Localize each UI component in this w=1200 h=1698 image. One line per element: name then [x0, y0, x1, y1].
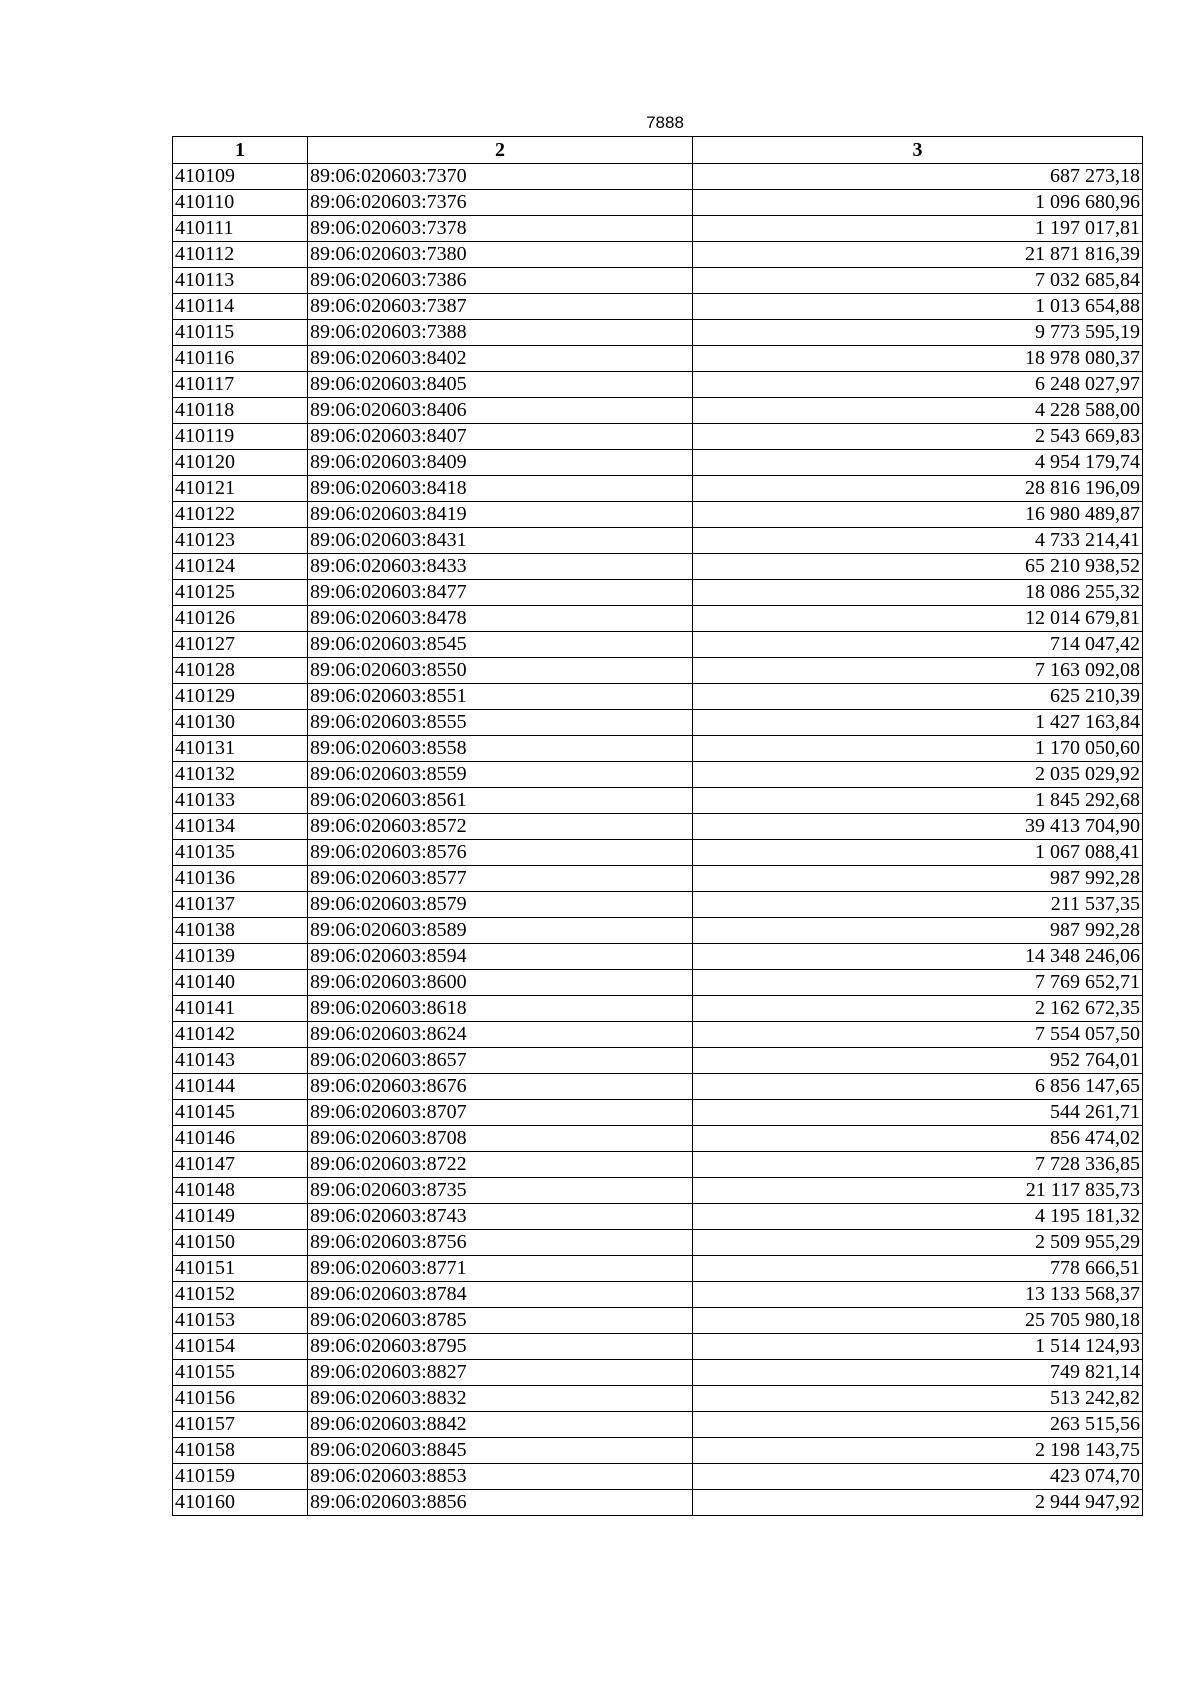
value-cell: 1 170 050,60 — [693, 736, 1143, 762]
cadastral-number-cell: 89:06:020603:8419 — [308, 502, 693, 528]
table-row — [173, 918, 1143, 944]
value-cell: 12 014 679,81 — [693, 606, 1143, 632]
cadastral-number-cell: 89:06:020603:8657 — [308, 1048, 693, 1074]
value-cell: 6 856 147,65 — [693, 1074, 1143, 1100]
cadastral-number-cell: 89:06:020603:7388 — [308, 320, 693, 346]
cadastral-number-cell: 89:06:020603:8771 — [308, 1256, 693, 1282]
value-cell: 1 845 292,68 — [693, 788, 1143, 814]
row-number-cell: 410146 — [173, 1126, 308, 1152]
value-cell: 6 248 027,97 — [693, 372, 1143, 398]
table-row — [173, 216, 1143, 242]
table-row — [173, 1100, 1143, 1126]
table-row — [173, 164, 1143, 190]
row-number-cell: 410139 — [173, 944, 308, 970]
table-row — [173, 944, 1143, 970]
table-row — [173, 476, 1143, 502]
cadastral-number-cell: 89:06:020603:8785 — [308, 1308, 693, 1334]
table-row — [173, 450, 1143, 476]
row-number-cell: 410157 — [173, 1412, 308, 1438]
row-number-cell: 410130 — [173, 710, 308, 736]
value-cell: 14 348 246,06 — [693, 944, 1143, 970]
cadastral-number-cell: 89:06:020603:8431 — [308, 528, 693, 554]
row-number-cell: 410127 — [173, 632, 308, 658]
value-cell: 1 013 654,88 — [693, 294, 1143, 320]
value-cell: 7 769 652,71 — [693, 970, 1143, 996]
cadastral-number-cell: 89:06:020603:8722 — [308, 1152, 693, 1178]
row-number-cell: 410125 — [173, 580, 308, 606]
table-row — [173, 996, 1143, 1022]
cadastral-number-cell: 89:06:020603:7370 — [308, 164, 693, 190]
table-row — [173, 1256, 1143, 1282]
value-cell: 987 992,28 — [693, 866, 1143, 892]
table-row — [173, 892, 1143, 918]
cadastral-number-cell: 89:06:020603:8600 — [308, 970, 693, 996]
cadastral-number-cell: 89:06:020603:7378 — [308, 216, 693, 242]
cadastral-number-cell: 89:06:020603:7386 — [308, 268, 693, 294]
value-cell: 21 871 816,39 — [693, 242, 1143, 268]
row-number-cell: 410114 — [173, 294, 308, 320]
cadastral-number-cell: 89:06:020603:8551 — [308, 684, 693, 710]
table-row — [173, 554, 1143, 580]
row-number-cell: 410154 — [173, 1334, 308, 1360]
table-row — [173, 1178, 1143, 1204]
cadastral-number-cell: 89:06:020603:8784 — [308, 1282, 693, 1308]
cadastral-number-cell: 89:06:020603:8407 — [308, 424, 693, 450]
cadastral-number-cell: 89:06:020603:8743 — [308, 1204, 693, 1230]
table-row — [173, 268, 1143, 294]
table-row — [173, 1412, 1143, 1438]
value-cell: 4 954 179,74 — [693, 450, 1143, 476]
value-cell: 1 096 680,96 — [693, 190, 1143, 216]
table-row — [173, 294, 1143, 320]
value-cell: 1 427 163,84 — [693, 710, 1143, 736]
cadastral-number-cell: 89:06:020603:7380 — [308, 242, 693, 268]
table-row — [173, 1386, 1143, 1412]
table-row — [173, 788, 1143, 814]
row-number-cell: 410131 — [173, 736, 308, 762]
cadastral-number-cell: 89:06:020603:8418 — [308, 476, 693, 502]
table-row — [173, 632, 1143, 658]
cadastral-number-cell: 89:06:020603:8845 — [308, 1438, 693, 1464]
cadastral-number-cell: 89:06:020603:8827 — [308, 1360, 693, 1386]
value-cell: 687 273,18 — [693, 164, 1143, 190]
value-cell: 211 537,35 — [693, 892, 1143, 918]
value-cell: 18 978 080,37 — [693, 346, 1143, 372]
cadastral-number-cell: 89:06:020603:8561 — [308, 788, 693, 814]
table-row — [173, 970, 1143, 996]
value-cell: 423 074,70 — [693, 1464, 1143, 1490]
value-cell: 13 133 568,37 — [693, 1282, 1143, 1308]
row-number-cell: 410150 — [173, 1230, 308, 1256]
cadastral-number-cell: 89:06:020603:8559 — [308, 762, 693, 788]
cadastral-number-cell: 89:06:020603:8402 — [308, 346, 693, 372]
row-number-cell: 410158 — [173, 1438, 308, 1464]
table-row — [173, 502, 1143, 528]
row-number-cell: 410141 — [173, 996, 308, 1022]
cadastral-number-cell: 89:06:020603:8577 — [308, 866, 693, 892]
value-cell: 778 666,51 — [693, 1256, 1143, 1282]
cadastral-number-cell: 89:06:020603:8558 — [308, 736, 693, 762]
table-row — [173, 1308, 1143, 1334]
table-row — [173, 398, 1143, 424]
row-number-cell: 410147 — [173, 1152, 308, 1178]
cadastral-number-cell: 89:06:020603:7387 — [308, 294, 693, 320]
value-cell: 9 773 595,19 — [693, 320, 1143, 346]
row-number-cell: 410143 — [173, 1048, 308, 1074]
table-row — [173, 762, 1143, 788]
table-row — [173, 1230, 1143, 1256]
table-row — [173, 346, 1143, 372]
value-cell: 4 228 588,00 — [693, 398, 1143, 424]
row-number-cell: 410110 — [173, 190, 308, 216]
row-number-cell: 410142 — [173, 1022, 308, 1048]
value-cell: 263 515,56 — [693, 1412, 1143, 1438]
table-row — [173, 658, 1143, 684]
table-row — [173, 736, 1143, 762]
value-cell: 2 198 143,75 — [693, 1438, 1143, 1464]
table-row — [173, 528, 1143, 554]
cadastral-number-cell: 89:06:020603:8676 — [308, 1074, 693, 1100]
row-number-cell: 410124 — [173, 554, 308, 580]
row-number-cell: 410144 — [173, 1074, 308, 1100]
table-body — [173, 164, 1143, 1516]
value-cell: 2 944 947,92 — [693, 1490, 1143, 1516]
value-cell: 16 980 489,87 — [693, 502, 1143, 528]
value-cell: 7 163 092,08 — [693, 658, 1143, 684]
cadastral-number-cell: 89:06:020603:8756 — [308, 1230, 693, 1256]
cadastral-number-cell: 89:06:020603:8409 — [308, 450, 693, 476]
value-cell: 1 514 124,93 — [693, 1334, 1143, 1360]
value-cell: 544 261,71 — [693, 1100, 1143, 1126]
table-row — [173, 242, 1143, 268]
value-cell: 21 117 835,73 — [693, 1178, 1143, 1204]
row-number-cell: 410122 — [173, 502, 308, 528]
value-cell: 25 705 980,18 — [693, 1308, 1143, 1334]
cadastral-number-cell: 89:06:020603:8856 — [308, 1490, 693, 1516]
table-row — [173, 372, 1143, 398]
value-cell: 18 086 255,32 — [693, 580, 1143, 606]
table-row — [173, 1048, 1143, 1074]
table-row — [173, 190, 1143, 216]
cadastral-number-cell: 89:06:020603:8572 — [308, 814, 693, 840]
data-table — [172, 136, 1143, 1516]
row-number-cell: 410135 — [173, 840, 308, 866]
row-number-cell: 410111 — [173, 216, 308, 242]
row-number-cell: 410119 — [173, 424, 308, 450]
row-number-cell: 410148 — [173, 1178, 308, 1204]
row-number-cell: 410138 — [173, 918, 308, 944]
row-number-cell: 410134 — [173, 814, 308, 840]
row-number-cell: 410151 — [173, 1256, 308, 1282]
row-number-cell: 410152 — [173, 1282, 308, 1308]
row-number-cell: 410136 — [173, 866, 308, 892]
cadastral-number-cell: 89:06:020603:8477 — [308, 580, 693, 606]
value-cell: 749 821,14 — [693, 1360, 1143, 1386]
value-cell: 714 047,42 — [693, 632, 1143, 658]
column-header-1: 1 — [173, 137, 308, 164]
row-number-cell: 410113 — [173, 268, 308, 294]
cadastral-number-cell: 89:06:020603:8555 — [308, 710, 693, 736]
table-row — [173, 320, 1143, 346]
row-number-cell: 410116 — [173, 346, 308, 372]
cadastral-number-cell: 89:06:020603:8545 — [308, 632, 693, 658]
table-row — [173, 1438, 1143, 1464]
cadastral-number-cell: 89:06:020603:8624 — [308, 1022, 693, 1048]
row-number-cell: 410121 — [173, 476, 308, 502]
cadastral-number-cell: 89:06:020603:8478 — [308, 606, 693, 632]
value-cell: 952 764,01 — [693, 1048, 1143, 1074]
table-row — [173, 684, 1143, 710]
row-number-cell: 410153 — [173, 1308, 308, 1334]
row-number-cell: 410145 — [173, 1100, 308, 1126]
cadastral-number-cell: 89:06:020603:8589 — [308, 918, 693, 944]
value-cell: 2 543 669,83 — [693, 424, 1143, 450]
cadastral-number-cell: 89:06:020603:8707 — [308, 1100, 693, 1126]
value-cell: 1 197 017,81 — [693, 216, 1143, 242]
row-number-cell: 410140 — [173, 970, 308, 996]
row-number-cell: 410155 — [173, 1360, 308, 1386]
value-cell: 4 195 181,32 — [693, 1204, 1143, 1230]
value-cell: 513 242,82 — [693, 1386, 1143, 1412]
cadastral-number-cell: 89:06:020603:8433 — [308, 554, 693, 580]
value-cell: 7 032 685,84 — [693, 268, 1143, 294]
cadastral-number-cell: 89:06:020603:8842 — [308, 1412, 693, 1438]
row-number-cell: 410159 — [173, 1464, 308, 1490]
table-row — [173, 1464, 1143, 1490]
value-cell: 65 210 938,52 — [693, 554, 1143, 580]
value-cell: 28 816 196,09 — [693, 476, 1143, 502]
table-row — [173, 606, 1143, 632]
cadastral-number-cell: 89:06:020603:8406 — [308, 398, 693, 424]
table-row — [173, 814, 1143, 840]
row-number-cell: 410129 — [173, 684, 308, 710]
row-number-cell: 410109 — [173, 164, 308, 190]
row-number-cell: 410117 — [173, 372, 308, 398]
value-cell: 1 067 088,41 — [693, 840, 1143, 866]
row-number-cell: 410123 — [173, 528, 308, 554]
value-cell: 2 035 029,92 — [693, 762, 1143, 788]
row-number-cell: 410156 — [173, 1386, 308, 1412]
row-number-cell: 410149 — [173, 1204, 308, 1230]
column-header-2: 2 — [308, 137, 693, 164]
table-row — [173, 840, 1143, 866]
value-cell: 625 210,39 — [693, 684, 1143, 710]
row-number-cell: 410126 — [173, 606, 308, 632]
cadastral-number-cell: 89:06:020603:8735 — [308, 1178, 693, 1204]
table-row — [173, 1204, 1143, 1230]
table-row — [173, 710, 1143, 736]
cadastral-number-cell: 89:06:020603:7376 — [308, 190, 693, 216]
table-row — [173, 1360, 1143, 1386]
row-number-cell: 410120 — [173, 450, 308, 476]
row-number-cell: 410112 — [173, 242, 308, 268]
table-row — [173, 1022, 1143, 1048]
row-number-cell: 410132 — [173, 762, 308, 788]
page-number: 7888 — [646, 113, 684, 132]
table-row — [173, 424, 1143, 450]
table-row — [173, 1334, 1143, 1360]
value-cell: 39 413 704,90 — [693, 814, 1143, 840]
table-row — [173, 580, 1143, 606]
value-cell: 7 554 057,50 — [693, 1022, 1143, 1048]
row-number-cell: 410115 — [173, 320, 308, 346]
column-header-3: 3 — [693, 137, 1143, 164]
table-row — [173, 1282, 1143, 1308]
header-row — [173, 137, 1143, 164]
cadastral-number-cell: 89:06:020603:8550 — [308, 658, 693, 684]
cadastral-number-cell: 89:06:020603:8832 — [308, 1386, 693, 1412]
cadastral-number-cell: 89:06:020603:8594 — [308, 944, 693, 970]
table-row — [173, 1152, 1143, 1178]
row-number-cell: 410118 — [173, 398, 308, 424]
row-number-cell: 410128 — [173, 658, 308, 684]
value-cell: 2 509 955,29 — [693, 1230, 1143, 1256]
value-cell: 4 733 214,41 — [693, 528, 1143, 554]
row-number-cell: 410133 — [173, 788, 308, 814]
value-cell: 987 992,28 — [693, 918, 1143, 944]
cadastral-number-cell: 89:06:020603:8576 — [308, 840, 693, 866]
cadastral-number-cell: 89:06:020603:8579 — [308, 892, 693, 918]
table-row — [173, 1490, 1143, 1516]
table-row — [173, 1126, 1143, 1152]
table-row — [173, 1074, 1143, 1100]
cadastral-number-cell: 89:06:020603:8618 — [308, 996, 693, 1022]
value-cell: 2 162 672,35 — [693, 996, 1143, 1022]
cadastral-number-cell: 89:06:020603:8405 — [308, 372, 693, 398]
cadastral-number-cell: 89:06:020603:8708 — [308, 1126, 693, 1152]
table-row — [173, 866, 1143, 892]
row-number-cell: 410160 — [173, 1490, 308, 1516]
row-number-cell: 410137 — [173, 892, 308, 918]
value-cell: 7 728 336,85 — [693, 1152, 1143, 1178]
value-cell: 856 474,02 — [693, 1126, 1143, 1152]
cadastral-number-cell: 89:06:020603:8795 — [308, 1334, 693, 1360]
cadastral-number-cell: 89:06:020603:8853 — [308, 1464, 693, 1490]
